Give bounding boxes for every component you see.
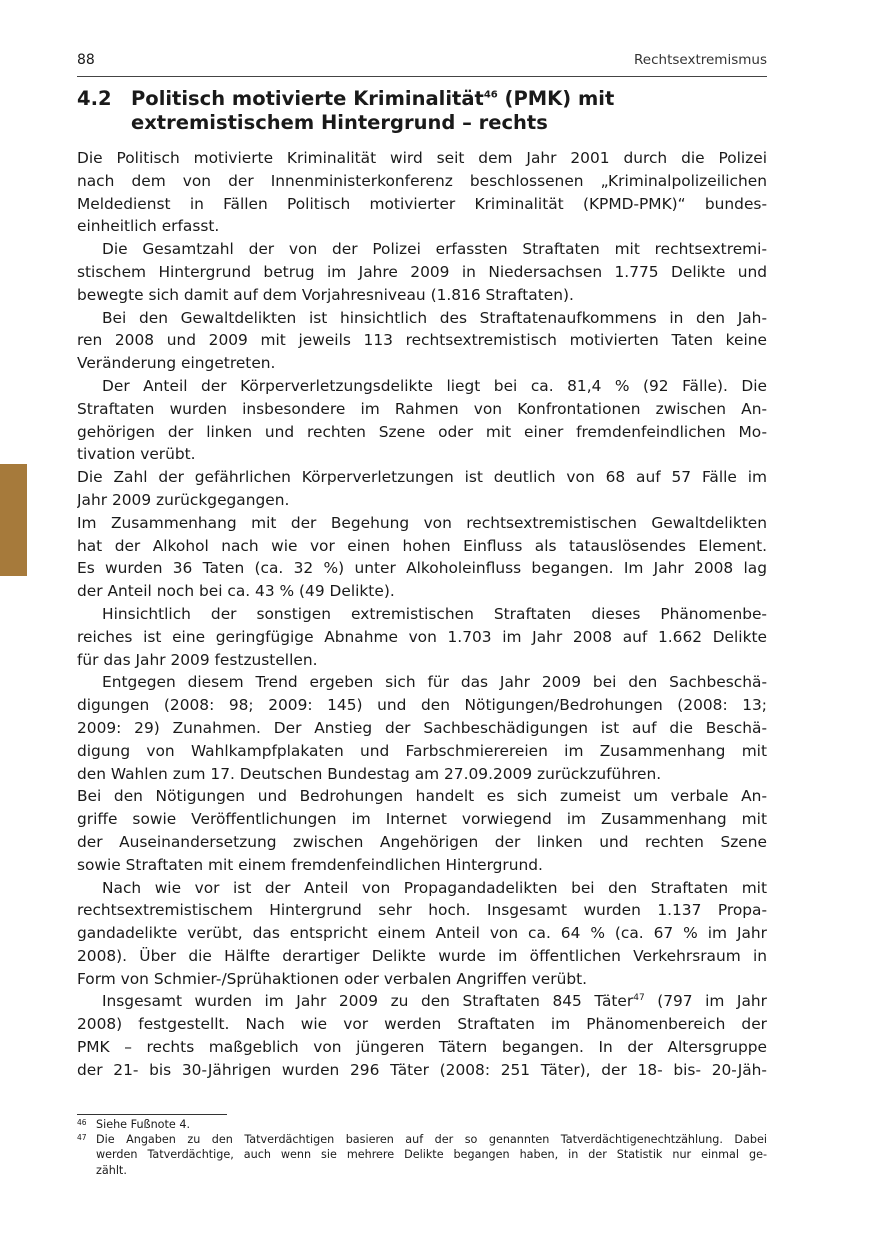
body-line-text: sowie Straftaten mit einem fremdenfeindlichen Hintergrund. — [77, 855, 543, 874]
body-line — [77, 261, 767, 284]
body-line — [77, 603, 767, 626]
footnote — [77, 1132, 767, 1178]
section-number: 4.2 — [77, 87, 112, 110]
body-line — [77, 215, 767, 238]
section-title — [131, 87, 731, 135]
body-line — [77, 990, 767, 1013]
body-line-text: Hinsichtlich der sonstigen extremistischen Straftaten dieses Phänomenbe- — [102, 604, 767, 623]
body-line — [77, 512, 767, 535]
body-line-text: Bei den Gewaltdelikten ist hinsichtlich des Straftatenaufkommens in den Jah- — [102, 308, 767, 327]
body-line-text: rechtsextremistischem Hintergrund sehr hoch. Insgesamt wurden 1.137 Propa- — [77, 901, 767, 920]
body-line-text: Straftaten wurden insbesondere im Rahmen von Konfrontationen zwischen An- — [77, 399, 767, 418]
body-line-text: 2009: 29) Zunahmen. Der Anstieg der Sachbeschädigungen ist auf die Beschä- — [77, 718, 767, 737]
body-line — [77, 968, 767, 991]
body-text — [77, 147, 767, 1082]
page-number: 88 — [77, 52, 95, 68]
body-line-text: Bei den Nötigungen und Bedrohungen handelt es sich zumeist um verbale An- — [77, 787, 767, 806]
body-line — [77, 626, 767, 649]
section-title-line2: extremistischem Hintergrund – rechts — [131, 111, 548, 134]
body-line-text: Entgegen diesem Trend ergeben sich für das Jahr 2009 bei den Sachbeschä- — [102, 673, 767, 692]
body-line-text: stischem Hintergrund betrug im Jahre 2009 in Niedersachsen 1.775 Delikte und — [77, 262, 767, 281]
body-line-text: der 21- bis 30-Jährigen wurden 296 Täter (2008: 251 Täter), der 18- bis- 20-Jäh- — [77, 1060, 767, 1079]
body-line-text: einheitlich erfasst. — [77, 217, 220, 236]
footnote-ref[interactable]: 46 — [483, 89, 498, 101]
footnote-rule — [77, 1114, 227, 1115]
body-line — [77, 763, 767, 786]
header-rule — [77, 76, 767, 77]
body-line-text: Meldedienst in Fällen Politisch motivierter Kriminalität (KPMD-PMK)“ bundes- — [77, 194, 767, 213]
body-line-text: 2008). Über die Hälfte derartiger Delikte wurde im öffentlichen Verkehrsraum in — [77, 946, 767, 965]
body-line — [77, 329, 767, 352]
body-line — [77, 421, 767, 444]
body-line-text: 2008) festgestellt. Nach wie vor werden Straftaten im Phänomenbereich der — [77, 1015, 767, 1034]
body-line — [77, 193, 767, 216]
body-line — [77, 375, 767, 398]
body-line-text: reiches ist eine geringfügige Abnahme von 1.703 im Jahr 2008 auf 1.662 Delikte — [77, 627, 767, 646]
body-line-text: ren 2008 und 2009 mit jeweils 113 rechtsextremistisch motivierten Taten keine — [77, 331, 767, 350]
footnote — [77, 1117, 767, 1132]
body-line-text: Die Politisch motivierte Kriminalität wird seit dem Jahr 2001 durch die Polizei — [77, 149, 767, 167]
body-line — [77, 831, 767, 854]
body-line — [77, 785, 767, 808]
body-line-text: Form von Schmier-/Sprühaktionen oder verbalen Angriffen verübt. — [77, 969, 588, 988]
running-head: Rechtsextremismus — [634, 52, 767, 68]
body-line-text: gandadelikte verübt, das entspricht einem Anteil von ca. 64 % (ca. 67 % im Jahr — [77, 924, 767, 943]
section-title-part1: Politisch motivierte Kriminalität — [131, 87, 484, 110]
footnotes — [77, 1117, 767, 1178]
body-line-text: den Wahlen zum 17. Deutschen Bundestag am 27.09.2009 zurückzuführen. — [77, 764, 662, 783]
body-line — [77, 352, 767, 375]
body-line — [77, 899, 767, 922]
body-line-text: Es wurden 36 Taten (ca. 32 %) unter Alkoholeinfluss begangen. Im Jahr 2008 lag — [77, 559, 767, 578]
body-line-text: griffe sowie Veröffentlichungen im Internet vorwiegend im Zusammenhang mit — [77, 810, 767, 829]
body-line-text: der Anteil noch bei ca. 43 % (49 Delikte). — [77, 582, 395, 601]
body-line — [77, 284, 767, 307]
body-line-text: tivation verübt. — [77, 445, 196, 464]
footnote-line: zählt. — [96, 1163, 127, 1177]
body-line — [77, 740, 767, 763]
body-line — [77, 170, 767, 193]
body-line — [77, 717, 767, 740]
body-line — [77, 466, 767, 489]
body-line-text: der Auseinandersetzung zwischen Angehörigen der linken und rechten Szene — [77, 832, 767, 851]
footnote-mark: 47 — [77, 1133, 87, 1143]
body-line — [77, 580, 767, 603]
chapter-thumb-tab — [0, 464, 27, 576]
body-line — [77, 877, 767, 900]
body-line-text: digung von Wahlkampfplakaten und Farbschmierereien im Zusammenhang mit — [77, 741, 767, 760]
body-line-text: Veränderung eingetreten. — [77, 354, 276, 373]
footnote-line: Siehe Fußnote 4. — [96, 1118, 191, 1131]
body-line-text: Die Gesamtzahl der von der Polizei erfassten Straftaten mit rechtsextremi- — [102, 240, 767, 259]
body-line-text: Nach wie vor ist der Anteil von Propagandadelikten bei den Straftaten mit — [102, 878, 767, 897]
body-line — [77, 671, 767, 694]
footnote-mark: 46 — [77, 1118, 87, 1127]
body-line — [77, 1013, 767, 1036]
body-line-text: nach dem von der Innenministerkonferenz beschlossenen „Kriminalpolizeilichen — [77, 171, 767, 190]
body-line-text: für das Jahr 2009 festzustellen. — [77, 650, 318, 669]
body-line — [77, 307, 767, 330]
page-header — [77, 52, 767, 74]
body-line-text: Im Zusammenhang mit der Begehung von rechtsextremistischen Gewaltdelikten — [77, 513, 767, 532]
body-line-text-after: (797 im Jahr — [644, 992, 767, 1011]
body-line-text: PMK – rechts maßgeblich von jüngeren Tätern begangen. In der Altersgruppe — [77, 1038, 767, 1057]
body-line — [77, 808, 767, 831]
footnote-ref[interactable]: 47 — [633, 993, 645, 1004]
footnote-line: werden Tatverdächtige, auch wenn sie mehrere Delikte begangen haben, in der Statistik nur einmal ge- — [96, 1148, 767, 1162]
body-line — [77, 443, 767, 466]
body-line — [77, 1059, 767, 1082]
body-line — [77, 535, 767, 558]
body-line — [77, 945, 767, 968]
body-line — [77, 922, 767, 945]
body-line-text: Jahr 2009 zurückgegangen. — [77, 490, 290, 509]
body-line-text: Insgesamt wurden im Jahr 2009 zu den Straftaten 845 Täter — [102, 992, 634, 1011]
body-line-text: digungen (2008: 98; 2009: 145) und den Nötigungen/Bedrohungen (2008: 13; — [77, 696, 767, 715]
footnote-line: Die Angaben zu den Tatverdächtigen basieren auf der so genannten Tatverdächtigenechtzählung. Dabei — [96, 1133, 767, 1147]
body-line-text: bewegte sich damit auf dem Vorjahresniveau (1.816 Straftaten). — [77, 285, 574, 304]
body-line-text: Die Zahl der gefährlichen Körperverletzungen ist deutlich von 68 auf 57 Fälle im — [77, 468, 767, 487]
body-line — [77, 649, 767, 672]
body-line — [77, 557, 767, 580]
body-line — [77, 398, 767, 421]
body-line — [77, 489, 767, 512]
body-line — [77, 238, 767, 261]
body-line-text: Der Anteil der Körperverletzungsdelikte liegt bei ca. 81,4 % (92 Fälle). Die — [102, 376, 767, 395]
body-line — [77, 694, 767, 717]
body-line-text: hat der Alkohol nach wie vor einen hohen Einfluss als tatauslösendes Element. — [77, 536, 767, 555]
body-line — [77, 147, 767, 170]
section-title-part2: (PMK) mit — [497, 87, 615, 110]
body-line — [77, 1036, 767, 1059]
body-line-text: gehörigen der linken und rechten Szene oder mit einer fremdenfeindlichen Mo- — [77, 422, 767, 441]
body-line — [77, 854, 767, 877]
